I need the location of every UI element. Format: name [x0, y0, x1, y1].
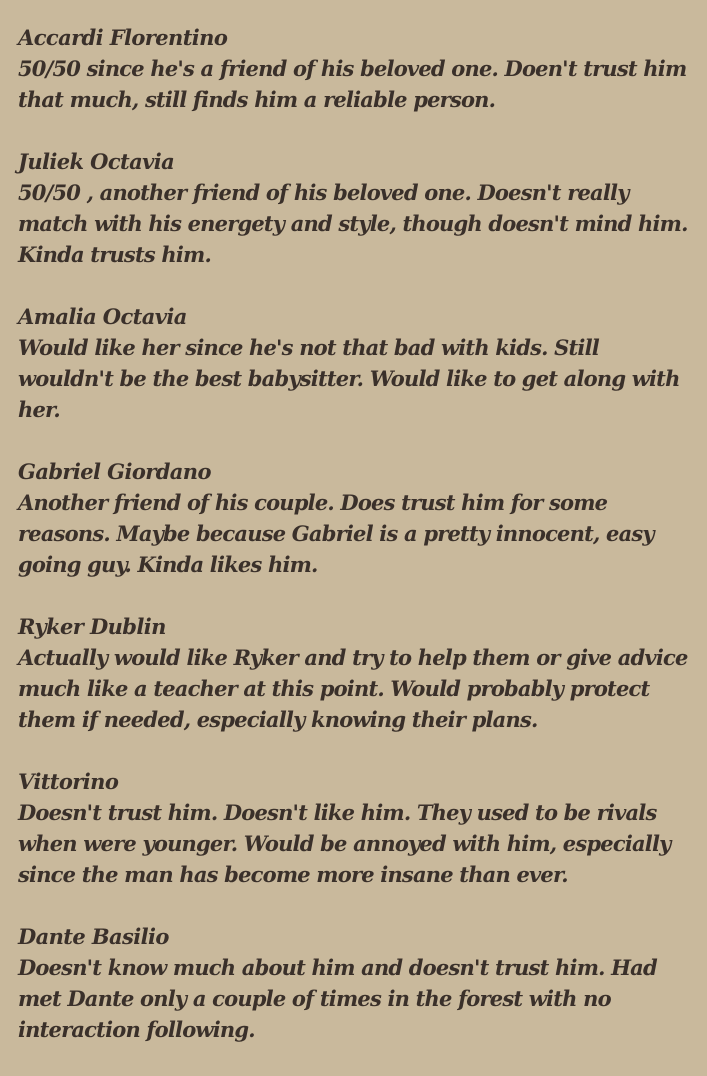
relationship-description: Would like her since he's not that bad with kids. Still wouldn't be the best babysitter. Would like to get along with her.: [18, 335, 680, 422]
relationship-entry: [18, 611, 698, 735]
relationship-description: Doesn't trust him. Doesn't like him. They used to be rivals when were younger. Would be annoyed with him, especially since the man has become more insane than ever.: [18, 800, 671, 887]
relationship-description: Actually would like Ryker and try to help them or give advice much like a teacher at this point. Would probably protect them if needed, especially knowing their plans.: [18, 645, 688, 732]
relationship-description: Doesn't know much about him and doesn't trust him. Had met Dante only a couple of times in the forest with no interaction following.: [18, 955, 657, 1042]
character-name: Amalia Octavia: [18, 304, 187, 329]
relationships-document: [18, 22, 698, 1076]
character-name: Gabriel Giordano: [18, 459, 211, 484]
relationship-entry: [18, 301, 698, 425]
character-name: Ryker Dublin: [18, 614, 166, 639]
relationship-entry: [18, 456, 698, 580]
relationship-entry: [18, 766, 698, 890]
relationship-entry: [18, 921, 698, 1045]
relationship-entry: [18, 146, 698, 270]
relationship-description: 50/50 since he's a friend of his beloved one. Doen't trust him that much, still finds him a reliable person.: [18, 56, 687, 112]
character-name: Juliek Octavia: [18, 149, 175, 174]
relationship-description: Another friend of his couple. Does trust him for some reasons. Maybe because Gabriel is a pretty innocent, easy going guy. Kinda likes him.: [18, 490, 654, 577]
character-name: Accardi Florentino: [18, 25, 228, 50]
character-name: Dante Basilio: [18, 924, 169, 949]
character-name: Vittorino: [18, 769, 119, 794]
relationship-description: 50/50 , another friend of his beloved one. Doesn't really match with his energety and style, though doesn't mind him. Kinda trusts him.: [18, 180, 688, 267]
relationship-entry: [18, 22, 698, 115]
